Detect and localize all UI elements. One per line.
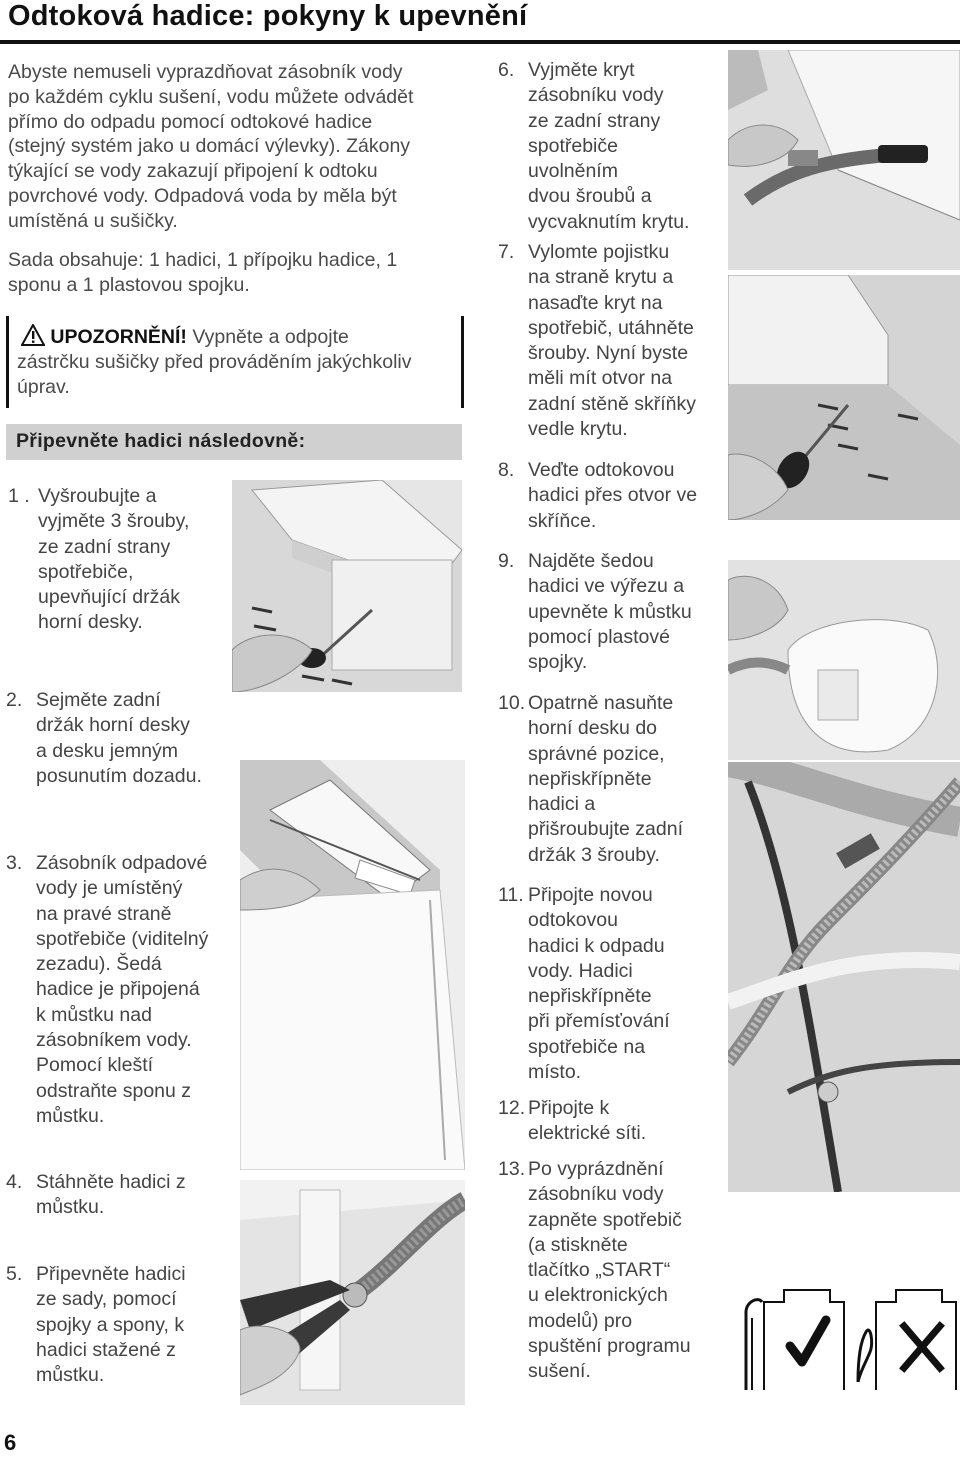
step-line: Zásobník odpadové xyxy=(36,852,208,874)
step-line: vycvaknutím krytu. xyxy=(528,210,690,233)
step-line: Najděte šedou xyxy=(528,550,654,572)
step-number: 11. xyxy=(498,884,524,906)
step-line: ze zadní strany xyxy=(38,535,171,558)
step-line: zadní stěně skříňky xyxy=(528,392,696,415)
step-line: dvou šroubů a xyxy=(528,185,652,208)
step-line: můstku. xyxy=(36,1196,105,1219)
step-line: Po vyprázdnění xyxy=(528,1158,664,1180)
step-line: na straně krytu a xyxy=(528,266,674,289)
step-line: Připojte k xyxy=(528,1097,610,1119)
intro-line: po každém cyklu sušení, vodu můžete odvádět xyxy=(8,85,414,108)
step-line: elektrické síti. xyxy=(528,1122,647,1145)
section-heading: Připevněte hadici následovně: xyxy=(16,430,306,452)
step-line: spuštění programu xyxy=(528,1335,691,1358)
step-line: ze sady, pomocí xyxy=(36,1288,177,1311)
step-number: 9. xyxy=(498,550,515,572)
step-line: Připevněte hadici xyxy=(36,1263,186,1285)
step-line: Veďte odtokovou xyxy=(528,459,675,481)
diagram-correct-drain xyxy=(744,1282,852,1392)
warning-triangle-icon xyxy=(21,324,45,346)
step-line: Vylomte pojistku xyxy=(528,241,670,263)
step-number: 8. xyxy=(498,459,515,481)
step-line: skříňce. xyxy=(528,509,597,532)
step-line: odtokovou xyxy=(528,909,618,932)
step-line: posunutím dozadu. xyxy=(36,764,202,787)
step-line: spotřebič, utáhněte xyxy=(528,316,694,339)
step-line: upevňující držák xyxy=(38,586,180,609)
step-line: vody. Hadici xyxy=(528,959,633,982)
photo-fit-cover xyxy=(728,275,960,520)
page-title: Odtoková hadice: pokyny k upevnění xyxy=(8,0,528,32)
step-line: sušení. xyxy=(528,1360,591,1383)
step-number: 3. xyxy=(6,852,23,874)
step-line: zásobníku vody xyxy=(528,84,664,107)
step-line: Stáhněte hadici z xyxy=(36,1171,186,1193)
step-line: můstku. xyxy=(36,1364,105,1387)
step-line: přišroubujte zadní xyxy=(528,818,684,841)
step-line: na pravé straně xyxy=(36,902,172,925)
photo-hose-routing xyxy=(728,762,960,1192)
step-line: tlačítko „START“ xyxy=(528,1259,671,1282)
step-line: držák horní desky xyxy=(36,714,190,737)
step-line: Sejměte zadní xyxy=(36,689,161,711)
step-line: pomocí plastové xyxy=(528,625,670,648)
step-line: a desku jemným xyxy=(36,739,178,762)
step-number: 4. xyxy=(6,1171,23,1193)
step-line: u elektronických xyxy=(528,1284,668,1307)
step-line: Opatrně nasuňte xyxy=(528,692,674,714)
step-number: 6. xyxy=(498,59,515,81)
step-line: nasaďte kryt na xyxy=(528,291,663,314)
step-line: odstraňte sponu z xyxy=(36,1079,192,1102)
step-number: 12. xyxy=(498,1097,526,1119)
step-line: nepřiskřípněte xyxy=(528,985,652,1008)
step-line: hadici k odpadu xyxy=(528,934,665,957)
step-number: 10. xyxy=(498,692,526,714)
step-line: místo. xyxy=(528,1061,582,1084)
step-line: spotřebiče xyxy=(528,134,618,157)
step-line: zapněte spotřebič xyxy=(528,1208,682,1231)
diagram-incorrect-drain xyxy=(856,1282,960,1392)
intro-line: povrchové vody. Odpadová voda by měla být xyxy=(8,184,397,207)
photo-pliers-clip xyxy=(240,1180,465,1405)
step-line: hadici stažené z xyxy=(36,1338,176,1361)
intro-line: umístěná u sušičky. xyxy=(8,209,178,232)
photo-hose-cutout xyxy=(728,560,960,760)
step-number: 7. xyxy=(498,241,515,263)
step-number: 2. xyxy=(6,689,23,711)
kit-paragraph xyxy=(8,248,397,298)
intro-line: Abyste nemuseli vyprazdňovat zásobník vody xyxy=(8,61,403,83)
photo-slide-top-panel xyxy=(240,760,465,1170)
photo-remove-tank-cover xyxy=(728,50,960,270)
step-line: spotřebiče, xyxy=(38,560,134,583)
step-line: zásobníku vody xyxy=(528,1183,664,1206)
kit-line: sponu a 1 plastovou spojku. xyxy=(8,273,250,296)
step-line: spojky. xyxy=(528,651,588,674)
step-line: (a stiskněte xyxy=(528,1233,628,1256)
step-line: vedle krytu. xyxy=(528,418,628,441)
step-line: hadice je připojená xyxy=(36,978,200,1001)
step-line: hadici a xyxy=(528,793,596,816)
step-line: hadici ve výřezu a xyxy=(528,575,685,598)
step-line: vyjměte 3 šrouby, xyxy=(38,510,190,533)
step-line: Vyšroubujte a xyxy=(38,485,157,507)
section-heading-bar xyxy=(6,424,462,460)
step-line: zezadu). Šedá xyxy=(36,953,162,976)
warning-text: úprav. xyxy=(17,375,70,398)
step-line: ze zadní strany xyxy=(528,109,661,132)
intro-line: týkající se vody zakazují připojení k odtoku xyxy=(8,160,378,183)
step-line: hadici přes otvor ve xyxy=(528,484,698,507)
step-line: Vyjměte kryt xyxy=(528,59,635,81)
step-line: k můstku nad xyxy=(36,1003,152,1026)
intro-paragraph xyxy=(8,60,413,234)
warning-text: zástrčku sušičky před prováděním jakýchkoliv xyxy=(17,350,412,373)
checkmark-icon xyxy=(790,1320,826,1362)
step-line: upevněte k můstku xyxy=(528,600,692,623)
step-line: horní desky. xyxy=(38,611,143,634)
step-line: spojky a spony, k xyxy=(36,1313,185,1336)
warning-box xyxy=(6,316,464,408)
step-number: 13. xyxy=(498,1158,526,1180)
step-line: správné pozice, xyxy=(528,742,665,765)
step-line: můstku. xyxy=(36,1104,105,1127)
step-number: 5. xyxy=(6,1263,23,1285)
step-line: při přemísťování xyxy=(528,1010,670,1033)
step-line: Připojte novou xyxy=(528,884,653,906)
intro-line: (stejný systém jako u domácí výlevky). Zákony xyxy=(8,135,411,158)
step-line: zásobníkem vody. xyxy=(36,1029,192,1052)
step-line: držák 3 šrouby. xyxy=(528,843,660,866)
step-line: modelů) pro xyxy=(528,1309,633,1332)
step-line: Pomocí kleští xyxy=(36,1054,154,1077)
cross-icon xyxy=(904,1326,940,1368)
step-line: vody je umístěný xyxy=(36,877,183,900)
kit-line: Sada obsahuje: 1 hadici, 1 přípojku hadice, 1 xyxy=(8,249,398,271)
step-line: spotřebiče na xyxy=(528,1035,646,1058)
step-line: spotřebiče (viditelný xyxy=(36,927,209,950)
photo-remove-screws xyxy=(232,480,462,692)
step-line: nepřiskřípněte xyxy=(528,767,652,790)
step-line: uvolněním xyxy=(528,160,618,183)
warning-label: UPOZORNĚNÍ! xyxy=(50,326,187,348)
step-line: horní desku do xyxy=(528,717,658,740)
step-line: měli mít otvor na xyxy=(528,367,673,390)
page-number: 6 xyxy=(4,1430,17,1455)
intro-line: přímo do odpadu pomocí odtokové hadice xyxy=(8,110,373,133)
title-rule xyxy=(0,40,960,44)
step-line: šrouby. Nyní byste xyxy=(528,342,689,365)
warning-text: Vypněte a odpojte xyxy=(186,326,349,348)
step-number: 1 . xyxy=(8,485,30,507)
